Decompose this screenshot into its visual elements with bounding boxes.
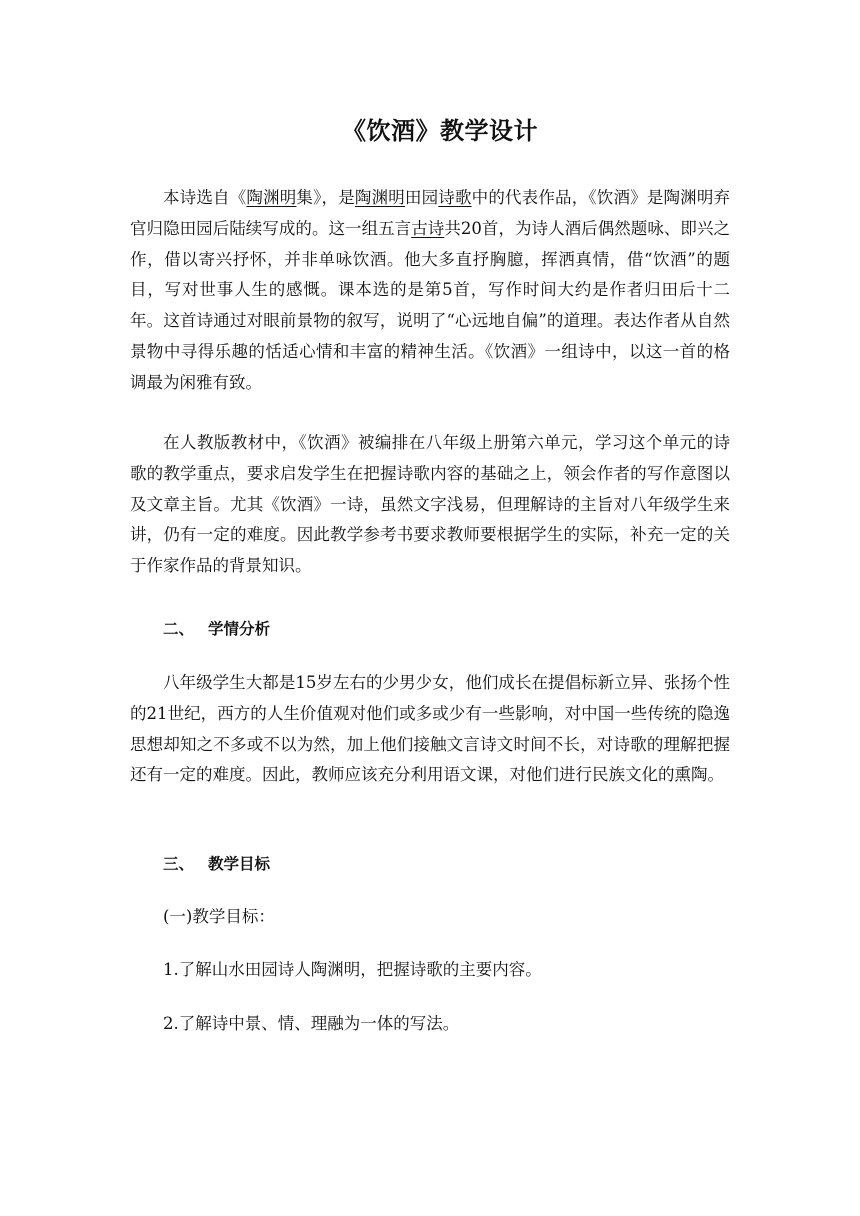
paragraph-intro	[130, 183, 730, 399]
list-item: 1.了解山水田园诗人陶渊明，把握诗歌的主要内容。	[163, 960, 542, 979]
text-run: 田园	[404, 188, 439, 207]
sub-heading: (一)教学目标：	[163, 907, 275, 926]
text-run: 本诗选自《	[163, 188, 247, 207]
link-ancient-poem[interactable]: 古诗	[411, 218, 445, 238]
link-tao-yuanming-2[interactable]: 陶渊明	[354, 188, 405, 207]
section-title: 学情分析	[208, 620, 271, 638]
link-tao-yuanming[interactable]: 陶渊明	[246, 188, 297, 207]
section-heading-learner-analysis	[163, 615, 270, 643]
section-title: 教学目标	[208, 855, 271, 873]
list-item: 2.了解诗中景、情、理融为一体的写法。	[163, 1014, 460, 1033]
link-poetry[interactable]: 诗歌	[438, 188, 472, 207]
paragraph-textbook: 在人教版教材中，《饮酒》被编排在八年级上册第六单元，学习这个单元的诗歌的教学重点，要求启发学生在把握诗歌内容的基础之上，领会作者的写作意图以及文章主旨。尤其《饮酒》一诗，虽然文字浅易，但理解诗的主旨对八年级学生来讲，仍有一定的难度。因此教学参考书要求教师要根据学生的实际，补充一定的关于作家作品的背景知识。	[130, 433, 730, 576]
text-run: 共20首，为诗人酒后偶然题咏、即兴之作，借以寄兴抒怀，并非单咏饮酒。他大多直抒胸臆，挥洒真情，借“饮酒”的题目，写对世事人生的感慨。课本选的是第5首，写作时间大约是作者归田后十二年。这首诗通过对眼前景物的叙写，说明了“心远地自偏”的道理。表达作者从自然景物中寻得乐趣的恬适心情和丰富的精神生活。《饮酒》一组诗中，以这一首的格调最为闲雅有致。	[130, 218, 731, 392]
section-heading-teaching-goals	[163, 850, 270, 878]
section-number: 二、	[163, 620, 195, 638]
text-run: 集》，是	[296, 188, 355, 207]
text-run: 中的代表作品，《饮酒》是陶渊明弃官归隐田园后陆续写成的。这一组五言	[130, 188, 731, 238]
document-title: 《饮酒》教学设计	[342, 117, 538, 145]
paragraph-learner-analysis: 八年级学生大都是15岁左右的少男少女，他们成长在提倡标新立异、张扬个性的21世纪，西方的人生价值观对他们或多或少有一些影响，对中国一些传统的隐逸思想却知之不多或不以为然，加上他们接触文言诗文时间不长，对诗歌的理解把握还有一定的难度。因此，教师应该充分利用语文课，对他们进行民族文化的熏陶。	[130, 673, 730, 785]
section-number: 三、	[163, 855, 195, 873]
